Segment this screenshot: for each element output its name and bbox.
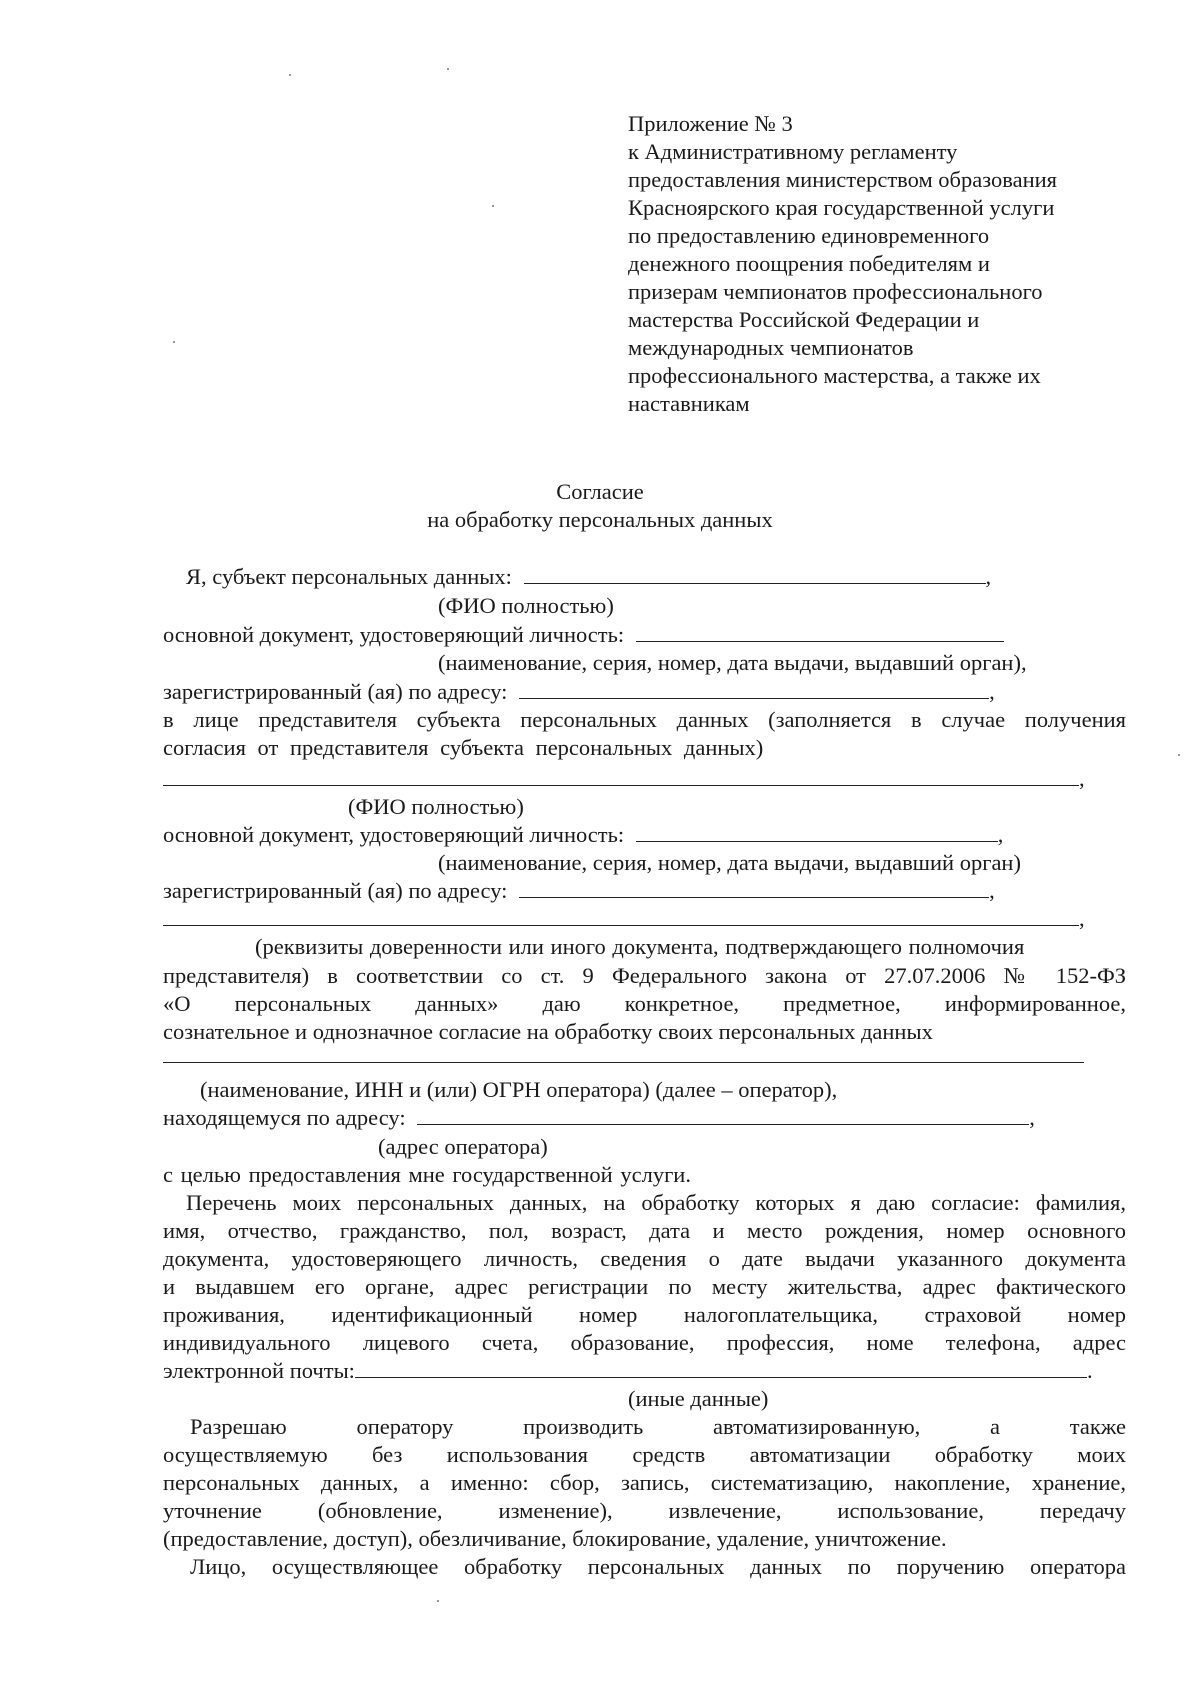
comma: , xyxy=(989,679,995,704)
comma: , xyxy=(1029,1105,1035,1130)
title-line-2: на обработку персональных данных xyxy=(427,507,773,532)
appendix-line: мастерства Российской Федерации и xyxy=(628,307,980,332)
comma: , xyxy=(1079,766,1085,791)
appendix-line: предоставления министерством образования xyxy=(628,167,1057,192)
scan-speck xyxy=(492,205,494,207)
comma: , xyxy=(989,878,995,903)
rep-line-2: согласия от представителя субъекта персональных данных) xyxy=(163,735,764,760)
rep-doc-hint: (наименование, серия, номер, дата выдачи, выдавший орган) xyxy=(438,850,1021,875)
permit-line: уточнение (обновление, изменение), извлечение, использование, передачу xyxy=(163,1498,1126,1523)
doc-field[interactable] xyxy=(636,621,1004,642)
operator-address-row xyxy=(163,1104,1035,1132)
other-data-hint: (иные данные) xyxy=(628,1386,769,1411)
list-line: проживания, идентификационный номер налогоплательщика, страховой номер xyxy=(163,1302,1126,1327)
email-field[interactable] xyxy=(355,1357,1087,1378)
appendix-line: Приложение № 3 xyxy=(628,111,793,136)
operator-address-field[interactable] xyxy=(417,1104,1029,1125)
fio-hint: (ФИО полностью) xyxy=(438,593,614,618)
operator-address-label: находящемуся по адресу: xyxy=(163,1105,406,1130)
operator-name-field[interactable] xyxy=(163,1062,1084,1063)
list-line: имя, отчество, гражданство, пол, возраст, дата и место рождения, номер основного xyxy=(163,1218,1126,1243)
subject-label: Я, субъект персональных данных: xyxy=(186,564,512,589)
rep-line-1: в лице представителя субъекта персональных данных (заполняется в случае получения xyxy=(163,707,1126,732)
permit-line: персональных данных, а именно: сбор, запись, систематизацию, накопление, хранение, xyxy=(163,1470,1126,1495)
doc-label: основной документ, удостоверяющий личность: xyxy=(163,622,625,647)
appendix-line: Красноярского края государственной услуги xyxy=(628,195,1055,220)
scan-speck xyxy=(437,1600,439,1602)
appendix-line: денежного поощрения победителям и xyxy=(628,251,990,276)
list-line: Перечень моих персональных данных, на обработку которых я даю согласие: фамилия, xyxy=(186,1190,1126,1215)
rep-address-row-2 xyxy=(163,905,1085,933)
address-field[interactable] xyxy=(519,678,989,699)
person-line: Лицо, осуществляющее обработку персональных данных по поручению оператора xyxy=(190,1554,1126,1579)
comma: , xyxy=(997,822,1004,847)
subject-row xyxy=(186,563,991,591)
address-row xyxy=(163,678,995,706)
requisites-line-3: «О персональных данных» даю конкретное, предметное, информированное, xyxy=(163,991,1126,1016)
purpose-line: с целью предоставления мне государственной услуги. xyxy=(163,1162,691,1187)
appendix-line: к Административному регламенту xyxy=(628,139,958,164)
subject-fio-field[interactable] xyxy=(524,563,986,584)
address-label: зарегистрированный (ая) по адресу: xyxy=(163,679,508,704)
operator-hint: (наименование, ИНН и (или) ОГРН оператора) (далее – оператор), xyxy=(200,1077,838,1102)
rep-fio-row xyxy=(163,765,1085,793)
scan-speck xyxy=(1178,754,1180,756)
scan-speck xyxy=(447,68,449,70)
requisites-line-1: (реквизиты доверенности или иного документа, подтверждающего полномочия xyxy=(255,934,1025,959)
email-row xyxy=(163,1357,1093,1385)
operator-address-hint: (адрес оператора) xyxy=(378,1134,548,1159)
rep-address-field[interactable] xyxy=(519,877,989,898)
scan-speck xyxy=(173,341,175,343)
rep-fio-hint: (ФИО полностью) xyxy=(348,794,524,819)
appendix-header xyxy=(628,110,1148,418)
rep-doc-field[interactable] xyxy=(636,821,998,842)
rep-address-field-2[interactable] xyxy=(163,905,1079,926)
period: . xyxy=(1086,1358,1093,1383)
appendix-line: профессионального мастерства, а также их xyxy=(628,363,1041,388)
rep-doc-label: основной документ, удостоверяющий личность: xyxy=(163,822,625,847)
requisites-line-4: сознательное и однозначное согласие на обработку своих персональных данных xyxy=(163,1019,933,1044)
scan-speck xyxy=(289,74,291,76)
email-label: электронной почты: xyxy=(163,1358,355,1383)
list-line: и выдавшем его органе, адрес регистрации по месту жительства, адрес фактического xyxy=(163,1274,1126,1299)
appendix-line: наставникам xyxy=(628,391,750,416)
document-title xyxy=(0,478,1200,534)
rep-doc-row xyxy=(163,821,1003,849)
requisites-line-2: представителя) в соответствии со ст. 9 Федерального закона от 27.07.2006 № 152-ФЗ xyxy=(163,963,1126,988)
list-line: индивидуального лицевого счета, образование, профессия, номе телефона, адрес xyxy=(163,1330,1126,1355)
rep-address-label: зарегистрированный (ая) по адресу: xyxy=(163,878,508,903)
doc-hint: (наименование, серия, номер, дата выдачи, выдавший орган), xyxy=(438,650,1027,675)
permit-line-last: (предоставление, доступ), обезличивание, блокирование, удаление, уничтожение. xyxy=(163,1526,947,1551)
list-line: документа, удостоверяющего личность, сведения о дате выдачи указанного документа xyxy=(163,1246,1126,1271)
comma: , xyxy=(1079,906,1085,931)
title-line-1: Согласие xyxy=(556,479,644,504)
rep-fio-field[interactable] xyxy=(163,765,1079,786)
comma: , xyxy=(985,564,992,589)
permit-line: осуществляемую без использования средств автоматизации обработку моих xyxy=(163,1442,1126,1467)
doc-row xyxy=(163,621,1004,649)
appendix-line: международных чемпионатов xyxy=(628,335,914,360)
rep-address-row xyxy=(163,877,995,905)
permit-line: Разрешаю оператору производить автоматизированную, а также xyxy=(190,1414,1126,1439)
appendix-line: призерам чемпионатов профессионального xyxy=(628,279,1043,304)
appendix-line: по предоставлению единовременного xyxy=(628,223,990,248)
